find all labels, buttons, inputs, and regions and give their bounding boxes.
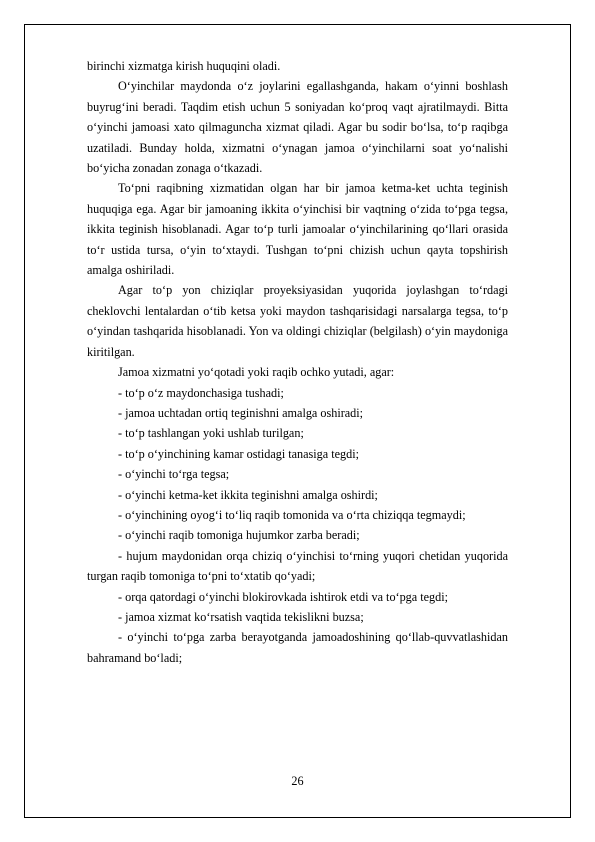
paragraph-lose-serve-intro: Jamoa xizmatni yo‘qotadi yoki raqib ochko yutadi, agar:	[118, 365, 395, 380]
list-item: - o‘yinchi to‘pga zarba berayotganda jamoadoshining qo‘llab-quvvatlashidan bahramand bo‘ladi;	[87, 630, 508, 665]
list-item: - jamoa uchtadan ortiq teginishni amalga oshiradi;	[118, 405, 364, 420]
list-item: - to‘p o‘z maydonchasiga tushadi;	[118, 385, 284, 400]
list-item: - jamoa xizmat ko‘rsatish vaqtida tekislikni buzsa;	[118, 609, 364, 624]
list-item: - o‘yinchi raqib tomoniga hujumkor zarba beradi;	[118, 528, 360, 543]
list-item: - orqa qatordagi o‘yinchi blokirovkada ishtirok etdi va to‘pga tegdi;	[118, 589, 448, 604]
paragraph-serve-start: O‘yinchilar maydonda o‘z joylarini egallashganda, hakam o‘yinni boshlash buyrug‘ini beradi. Taqdim etish uchun 5 soniyadan ko‘proq vaqt ajratilmaydi. Bitta o‘yinchi jamoasi xato qilmaguncha xizmat qiladi. Agar bu sodir bo‘lsa, to‘p raqibga uzatiladi. Bunday holda, xizmatni o‘ynagan jamoa o‘yinchilarni soat yo‘nalishi bo‘yicha zonadan zonaga o‘tkazadi.	[87, 79, 508, 176]
list-item: - o‘yinchining oyog‘i to‘liq raqib tomonida va o‘rta chiziqqa tegmaydi;	[118, 507, 466, 522]
paragraph-three-touches: To‘pni raqibning xizmatidan olgan har bir jamoa ketma-ket uchta teginish huquqiga ega. Agar bir jamoaning ikkita o‘yinchisi bir vaqtning o‘zida to‘pga tegsa, ikkita teginish hisoblanadi. Agar to‘p turli jamoalar o‘yinchilarining qo‘llari orasida to‘r ustida tursa, o‘yin to‘xtaydi. Tushgan to‘pni chizish uchun qayta topshirish amalga oshiriladi.	[87, 181, 508, 278]
paragraph-ball-out: Agar to‘p yon chiziqlar proyeksiyasidan yuqorida joylashgan to‘rdagi cheklovchi lentalardan o‘tib ketsa yoki maydon tashqarisidagi narsalarga tegsa, to‘p o‘yindan tashqarida hisoblanadi. Yon va oldingi chiziqlar (belgilash) o‘yin maydoniga kiritilgan.	[87, 283, 508, 359]
list-item: - o‘yinchi ketma-ket ikkita teginishni amalga oshirdi;	[118, 487, 378, 502]
list-item: - to‘p o‘yinchining kamar ostidagi tanasiga tegdi;	[118, 446, 359, 461]
list-item: - hujum maydonidan orqa chiziq o‘yinchisi to‘rning yuqori chetidan yuqorida turgan raqib tomoniga to‘pni to‘xtatib qo‘yadi;	[87, 548, 508, 584]
list-item: - o‘yinchi to‘rga tegsa;	[118, 467, 230, 482]
list-item: - to‘p tashlangan yoki ushlab turilgan;	[118, 426, 304, 441]
page-number: 26	[291, 774, 304, 788]
paragraph-continuation: birinchi xizmatga kirish huquqini oladi.	[87, 59, 281, 73]
document-body	[87, 56, 508, 668]
